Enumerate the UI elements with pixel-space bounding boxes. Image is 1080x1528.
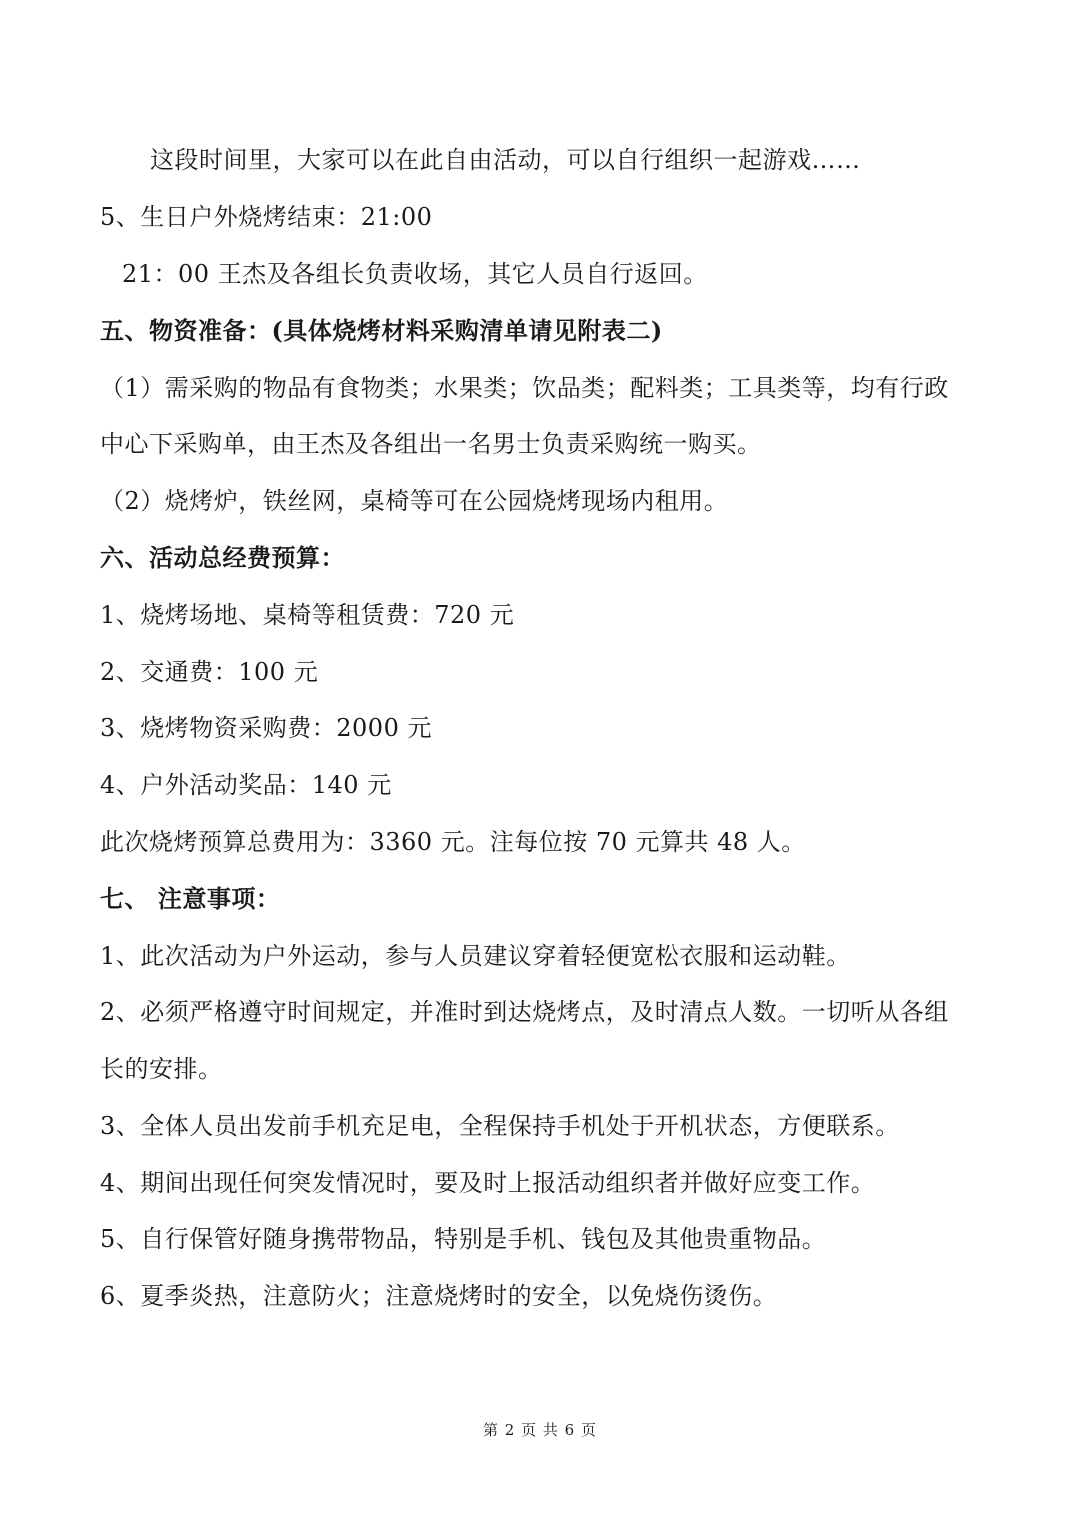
- budget-item-supplies: 3、烧烤物资采购费：2000 元: [100, 714, 432, 742]
- paragraph-free-activity: 这段时间里，大家可以在此自由活动，可以自行组织一起游戏……: [150, 146, 861, 174]
- budget-item-transport: 2、交通费：100 元: [100, 658, 319, 686]
- section-heading-notes: 七、 注意事项：: [100, 884, 281, 913]
- note-item-2-cont: 长的安排。: [100, 1055, 223, 1083]
- budget-item-prizes: 4、户外活动奖品：140 元: [100, 771, 392, 799]
- section-heading-budget: 六、活动总经费预算：: [100, 543, 345, 572]
- paragraph-supplies-2: （2）烧烤炉，铁丝网，桌椅等可在公园烧烤现场内租用。: [100, 487, 729, 515]
- note-item-6: 6、夏季炎热，注意防火；注意烧烤时的安全，以免烧伤烫伤。: [100, 1282, 778, 1310]
- item-bbq-end-time: 5、生日户外烧烤结束：21:00: [100, 203, 433, 231]
- budget-item-venue: 1、烧烤场地、桌椅等租赁费：720 元: [100, 601, 515, 629]
- paragraph-supplies-1: （1）需采购的物品有食物类；水果类；饮品类；配料类；工具类等，均有行政: [100, 374, 949, 402]
- note-item-2: 2、必须严格遵守时间规定，并准时到达烧烤点，及时清点人数。一切听从各组: [100, 998, 949, 1026]
- paragraph-closing-duty: 21：00 王杰及各组长负责收场，其它人员自行返回。: [122, 260, 708, 288]
- note-item-5: 5、自行保管好随身携带物品，特别是手机、钱包及其他贵重物品。: [100, 1225, 827, 1253]
- budget-total: 此次烧烤预算总费用为：3360 元。注每位按 70 元算共 48 人。: [100, 828, 806, 856]
- note-item-1: 1、此次活动为户外运动，参与人员建议穿着轻便宽松衣服和运动鞋。: [100, 942, 851, 970]
- paragraph-supplies-1-cont: 中心下采购单，由王杰及各组出一名男士负责采购统一购买。: [100, 430, 762, 458]
- note-item-3: 3、全体人员出发前手机充足电，全程保持手机处于开机状态，方便联系。: [100, 1112, 900, 1140]
- section-heading-supplies: 五、物资准备：(具体烧烤材料采购清单请见附表二): [100, 316, 663, 345]
- note-item-4: 4、期间出现任何突发情况时，要及时上报活动组织者并做好应变工作。: [100, 1169, 876, 1197]
- page-footer: 第 2 页 共 6 页: [483, 1421, 597, 1439]
